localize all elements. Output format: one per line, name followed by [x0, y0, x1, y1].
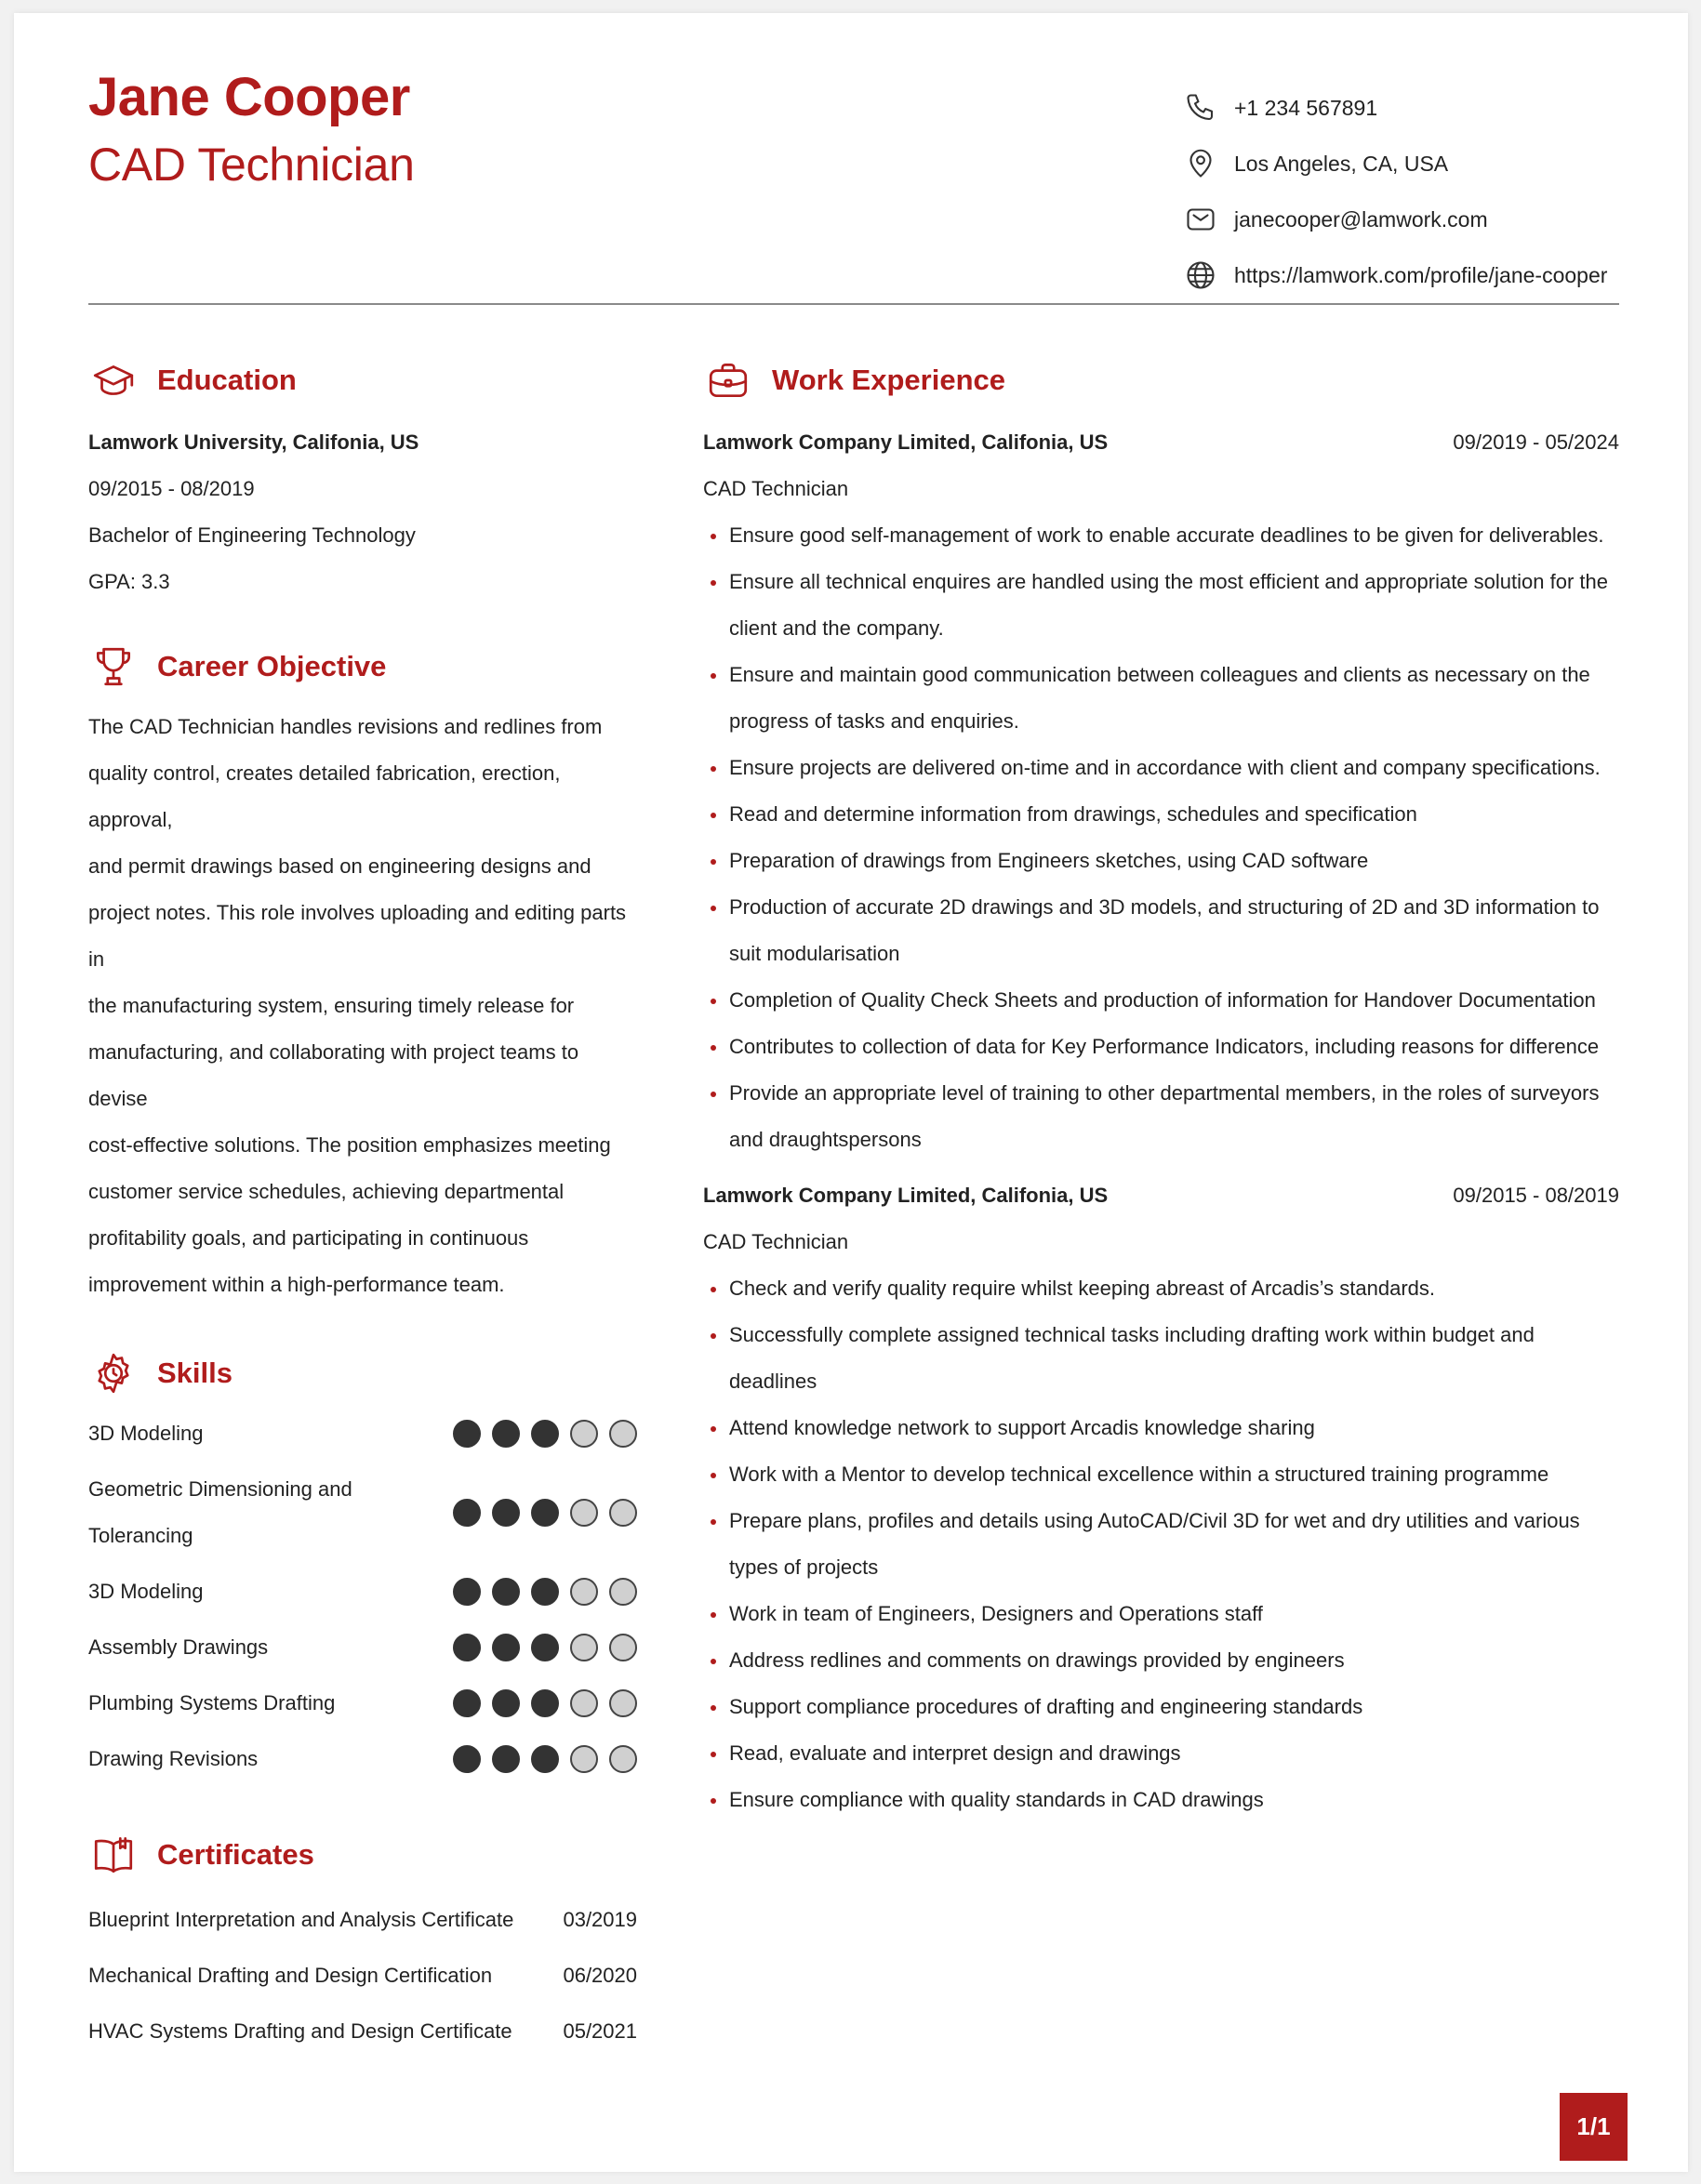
certificate-name: Mechanical Drafting and Design Certification: [88, 1964, 493, 1987]
rating-dot-empty: [570, 1689, 598, 1717]
graduation-cap-icon: [88, 355, 139, 405]
job-bullet: Ensure good self-management of work to enable accurate deadlines to be given for deliverables.: [729, 512, 1619, 559]
certificate-name: HVAC Systems Drafting and Design Certificate: [88, 2019, 512, 2043]
objective-line: the manufacturing system, ensuring timely release for: [88, 994, 575, 1017]
skill-row: [88, 1410, 637, 1457]
job-bullet: Check and verify quality require whilst keeping abreast of Arcadis’s standards.: [729, 1265, 1619, 1312]
job-bullet: Provide an appropriate level of training to other departmental members, in the roles of surveyors and draughtspersons: [729, 1070, 1619, 1163]
job-company: Lamwork Company Limited, Califonia, US: [703, 1184, 1109, 1207]
work-heading: [703, 352, 1619, 408]
education-degree: Bachelor of Engineering Technology: [88, 523, 416, 547]
rating-dot-filled: [453, 1578, 481, 1606]
rating-dot-filled: [453, 1745, 481, 1773]
book-icon: [88, 1830, 139, 1880]
skill-name: 3D Modeling: [88, 1422, 204, 1445]
work-title: Work Experience: [772, 364, 1005, 396]
rating-dot-filled: [531, 1578, 559, 1606]
rating-dot-filled: [531, 1634, 559, 1661]
education-title: Education: [157, 364, 297, 396]
skill-name: 3D Modeling: [88, 1580, 204, 1603]
certificates-section: [88, 1827, 637, 2059]
rating-dot-empty: [609, 1634, 637, 1661]
certificate-date: 06/2020: [563, 1964, 637, 1987]
skills-list: [88, 1410, 637, 1782]
certificate-row: [88, 1892, 637, 1948]
briefcase-icon: [703, 355, 753, 405]
certificate-date: 05/2021: [563, 2019, 637, 2043]
objective-line: customer service schedules, achieving departmental: [88, 1180, 565, 1203]
job-bullets: [703, 512, 1619, 1163]
job-bullets: [703, 1265, 1619, 1823]
job-entry: [703, 1172, 1619, 1823]
rating-dot-empty: [570, 1634, 598, 1661]
rating-dot-filled: [531, 1689, 559, 1717]
objective-line: and permit drawings based on engineering designs and: [88, 854, 591, 878]
rating-dot-filled: [492, 1578, 520, 1606]
objective-line: The CAD Technician handles revisions and redlines from: [88, 715, 603, 738]
education-section: [88, 352, 637, 605]
job-bullet: Work in team of Engineers, Designers and Operations staff: [729, 1591, 1619, 1637]
job-bullet: Production of accurate 2D drawings and 3D models, and structuring of 2D and 3D information to suit modularisation: [729, 884, 1619, 977]
skill-rating: [453, 1499, 637, 1527]
job-bullet: Read, evaluate and interpret design and drawings: [729, 1730, 1619, 1777]
certificate-name: Blueprint Interpretation and Analysis Certificate: [88, 1908, 514, 1931]
certificate-row: [88, 1948, 637, 2004]
right-column: [703, 352, 1619, 1823]
job-position: CAD Technician: [703, 477, 849, 500]
rating-dot-empty: [570, 1578, 598, 1606]
globe-icon: [1182, 257, 1219, 294]
education-dates: 09/2015 - 08/2019: [88, 477, 255, 500]
job-dates: 09/2015 - 08/2019: [1453, 1184, 1619, 1207]
job-bullet: Contributes to collection of data for Key Performance Indicators, including reasons for difference: [729, 1024, 1619, 1070]
education-school: Lamwork University, Califonia, US: [88, 430, 419, 454]
job-bullet: Ensure projects are delivered on-time and in accordance with client and company specifications.: [729, 745, 1619, 791]
objective-line: project notes. This role involves uploading and editing parts in: [88, 901, 627, 971]
objective-line: manufacturing, and collaborating with project teams to devise: [88, 1040, 579, 1110]
skill-row: [88, 1466, 637, 1559]
education-heading: [88, 352, 637, 408]
objective-line: quality control, creates detailed fabrication, erection, approval,: [88, 761, 561, 831]
contact-email-text[interactable]: janecooper@lamwork.com: [1234, 206, 1488, 232]
trophy-icon: [88, 642, 139, 692]
job-bullet: Preparation of drawings from Engineers sketches, using CAD software: [729, 838, 1619, 884]
objective-line: profitability goals, and participating in continuous: [88, 1226, 529, 1250]
job-bullet: Address redlines and comments on drawings provided by engineers: [729, 1637, 1619, 1684]
page-indicator[interactable]: 1/1: [1560, 2093, 1628, 2161]
education-gpa: GPA: 3.3: [88, 570, 170, 593]
job-bullet: Completion of Quality Check Sheets and production of information for Handover Documentation: [729, 977, 1619, 1024]
rating-dot-empty: [609, 1499, 637, 1527]
job-bullet: Ensure and maintain good communication between colleagues and clients as necessary on the progress of tasks and enquiries.: [729, 652, 1619, 745]
skill-rating: [453, 1420, 637, 1448]
rating-dot-filled: [531, 1420, 559, 1448]
rating-dot-filled: [492, 1745, 520, 1773]
objective-line: improvement within a high-performance team.: [88, 1273, 505, 1296]
job-bullet: Prepare plans, profiles and details using AutoCAD/Civil 3D for wet and dry utilities and various types of projects: [729, 1498, 1619, 1591]
skill-row: [88, 1569, 637, 1615]
job-bullet: Attend knowledge network to support Arcadis knowledge sharing: [729, 1405, 1619, 1451]
rating-dot-filled: [453, 1634, 481, 1661]
mail-icon: [1182, 201, 1219, 238]
job-bullet: Read and determine information from drawings, schedules and specification: [729, 791, 1619, 838]
contact-phone-text[interactable]: +1 234 567891: [1234, 95, 1378, 120]
objective-line: cost-effective solutions. The position emphasizes meeting: [88, 1133, 611, 1157]
skill-rating: [453, 1745, 637, 1773]
contact-location: [1182, 136, 1619, 192]
phone-icon: [1182, 89, 1219, 126]
objective-heading: [88, 639, 637, 695]
location-pin-icon: [1182, 145, 1219, 182]
candidate-name: Jane Cooper: [88, 67, 410, 127]
skills-heading: [88, 1345, 637, 1401]
contact-website: [1182, 247, 1619, 303]
job-position: CAD Technician: [703, 1230, 849, 1253]
job-bullet: Support compliance procedures of drafting and engineering standards: [729, 1684, 1619, 1730]
certificate-date: 03/2019: [563, 1908, 637, 1931]
rating-dot-filled: [453, 1499, 481, 1527]
resume-page: [14, 13, 1688, 2172]
skills-title: Skills: [157, 1357, 233, 1389]
objective-text: [88, 704, 637, 1308]
job-bullet: Ensure compliance with quality standards in CAD drawings: [729, 1777, 1619, 1823]
job-bullet: Work with a Mentor to develop technical excellence within a structured training programme: [729, 1451, 1619, 1498]
contact-phone: [1182, 80, 1619, 136]
skill-row: [88, 1680, 637, 1727]
skill-name: Geometric Dimensioning and Tolerancing: [88, 1477, 352, 1547]
job-dates: 09/2019 - 05/2024: [1453, 430, 1619, 454]
job-bullet: Ensure all technical enquires are handled using the most efficient and appropriate solution for the client and the company.: [729, 559, 1619, 652]
rating-dot-filled: [492, 1689, 520, 1717]
rating-dot-empty: [570, 1745, 598, 1773]
rating-dot-empty: [570, 1499, 598, 1527]
job-company: Lamwork Company Limited, Califonia, US: [703, 430, 1109, 454]
contact-location-text: Los Angeles, CA, USA: [1234, 151, 1449, 176]
job-entry: [703, 419, 1619, 1163]
objective-section: [88, 639, 637, 1308]
rating-dot-filled: [492, 1420, 520, 1448]
skill-name: Drawing Revisions: [88, 1747, 259, 1770]
skill-rating: [453, 1634, 637, 1661]
certificates-title: Certificates: [157, 1838, 314, 1871]
skill-name: Plumbing Systems Drafting: [88, 1691, 336, 1714]
gear-clock-icon: [88, 1348, 139, 1398]
contact-email: [1182, 192, 1619, 247]
certificate-row: [88, 2004, 637, 2059]
rating-dot-filled: [453, 1689, 481, 1717]
skill-rating: [453, 1689, 637, 1717]
rating-dot-empty: [570, 1420, 598, 1448]
skill-rating: [453, 1578, 637, 1606]
left-column: [88, 352, 637, 2059]
skill-row: [88, 1736, 637, 1782]
certificates-heading: [88, 1827, 637, 1883]
rating-dot-empty: [609, 1578, 637, 1606]
rating-dot-empty: [609, 1420, 637, 1448]
rating-dot-empty: [609, 1745, 637, 1773]
candidate-role: CAD Technician: [88, 139, 415, 191]
rating-dot-filled: [531, 1745, 559, 1773]
rating-dot-filled: [492, 1634, 520, 1661]
job-bullet: Successfully complete assigned technical tasks including drafting work within budget and deadlines: [729, 1312, 1619, 1405]
header-divider: [88, 303, 1619, 305]
rating-dot-empty: [609, 1689, 637, 1717]
rating-dot-filled: [492, 1499, 520, 1527]
skill-row: [88, 1624, 637, 1671]
contact-website-text[interactable]: https://lamwork.com/profile/jane-cooper: [1234, 262, 1608, 287]
skill-name: Assembly Drawings: [88, 1635, 269, 1659]
rating-dot-filled: [531, 1499, 559, 1527]
contact-list: [1182, 80, 1619, 303]
rating-dot-filled: [453, 1420, 481, 1448]
objective-title: Career Objective: [157, 650, 387, 682]
skills-section: [88, 1345, 637, 1782]
